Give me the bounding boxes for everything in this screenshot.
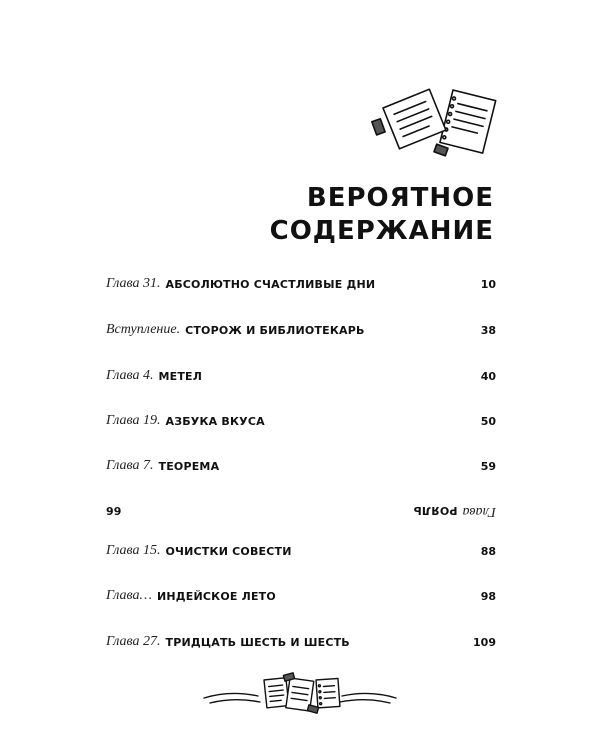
entry-title: ИНДЕЙСКОЕ ЛЕТО [156,589,276,603]
entry-prefix: Глава 19 [106,413,157,428]
contents-entry[interactable]: Глава 19 . АЗБУКА ВКУСА 50 [106,413,496,428]
entry-title: ОЧИСТКИ СОВЕСТИ [165,544,292,558]
entry-page-number: 40 [480,369,496,383]
entry-page-number: 88 [480,544,496,558]
entry-prefix: Глава [462,504,496,519]
contents-entry[interactable]: Глава 27 . ТРИДЦАТЬ ШЕСТЬ И ШЕСТЬ 109 [106,634,496,649]
title-line-2: СОДЕРЖАНИЕ [269,216,494,246]
contents-entry-upside-down[interactable] [106,501,496,521]
entry-title: ТЕОРЕМА [158,459,220,473]
contents-list [106,0,496,750]
entry-prefix: Вступление [106,322,177,337]
entry-page-number: 38 [480,323,496,337]
entry-prefix: Глава… [106,588,152,603]
entry-title: АБСОЛЮТНО СЧАСТЛИВЫЕ ДНИ [165,277,376,291]
title-line-1: ВЕРОЯТНОЕ [306,183,494,213]
entry-page-number: 59 [480,459,496,473]
entry-page-number: 66 [106,504,122,518]
contents-entry[interactable]: Глава 7 . ТЕОРЕМА 59 [106,458,496,473]
contents-entry[interactable]: Глава 4 . МЕТЕЛ 40 [106,368,496,383]
entry-title: ТРИДЦАТЬ ШЕСТЬ И ШЕСТЬ [165,635,350,649]
contents-entry[interactable]: Глава 15 . ОЧИСТКИ СОВЕСТИ 88 [106,543,496,558]
entry-prefix: Глава 15 [106,543,157,558]
notes-divider-ornament-icon [200,670,400,720]
entry-title: МЕТЕЛ [158,369,203,383]
entry-title: АЗБУКА ВКУСА [165,414,265,428]
entry-title: РОЯЛЬ [413,504,458,518]
entry-prefix: Глава 31 [106,276,157,291]
contents-entry[interactable]: Вступление . СТОРОЖ И БИБЛИОТЕКАРЬ 38 [106,322,496,337]
contents-entry[interactable]: Глава 31 . АБСОЛЮТНО СЧАСТЛИВЫЕ ДНИ 10 [106,276,496,291]
entry-title: СТОРОЖ И БИБЛИОТЕКАРЬ [185,323,365,337]
entry-page-number: 98 [480,589,496,603]
entry-page-number: 10 [480,277,496,291]
contents-entry[interactable] [106,586,496,606]
entry-prefix: Глава 4 [106,368,150,383]
entry-prefix: Глава 7 [106,458,150,473]
entry-page-number: 109 [473,635,496,649]
entry-prefix: Глава 27 [106,634,157,649]
entry-page-number: 50 [480,414,496,428]
